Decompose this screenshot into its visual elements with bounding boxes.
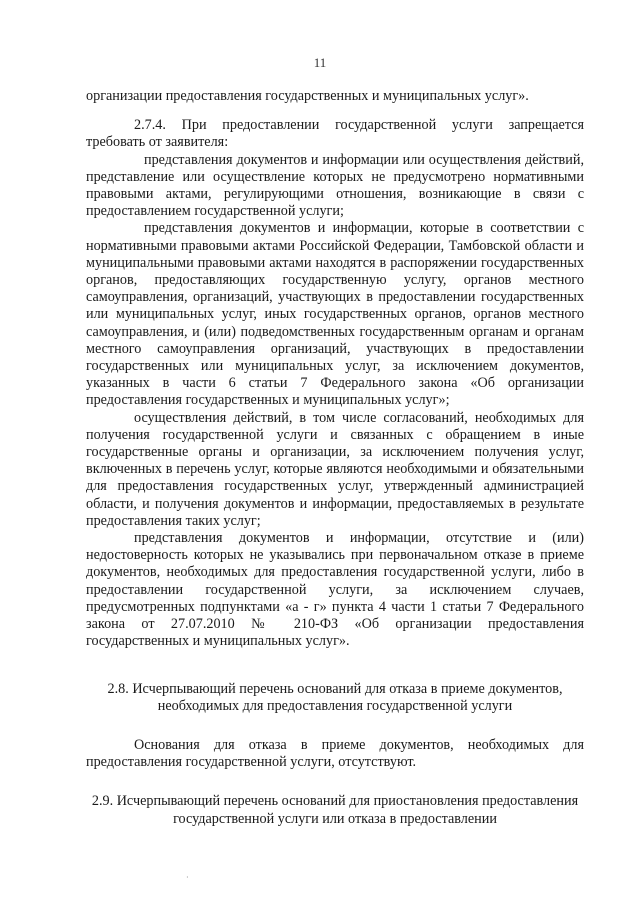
paragraph-item-approvals: осуществления действий, в том числе согласований, необходимых для получения государственной услуги и связанных с обращением в иные государственные органы и организации, за исключением получения услуг, включенных в перечень услуг, которые являются необходимыми и обязательными для предоставления государственных услуг, утвержденный администрацией области, и получения документов и информации, предоставляемых в результате предоставления таких услуг;: [86, 409, 584, 529]
paragraph-refusal-grounds: Основания для отказа в приеме документов, необходимых для предоставления государственной услуги, отсутствуют.: [86, 736, 584, 771]
paragraph-item-actions: представления документов и информации или осуществления действий, представление или осуществление которых не предусмотрено нормативными правовыми актами, регулирующими отношения, возникающие в связи с предоставлением государственной услуги;: [86, 151, 584, 220]
document-body: [86, 88, 584, 828]
section-heading-2-9: 2.9. Исчерпывающий перечень оснований для приостановления предоставления государственной услуги или отказа в предоставлении: [91, 793, 579, 827]
section-heading-2-8: 2.8. Исчерпывающий перечень оснований для отказа в приеме документов, необходимых для предоставления государственной услуги: [107, 680, 563, 714]
paragraph-continuation: организации предоставления государственных и муниципальных услуг».: [86, 88, 529, 104]
page-number: 11: [313, 55, 327, 70]
paragraph-item-documents: представления документов и информации, которые в соответствии с нормативными правовыми актами Российской Федерации, Тамбовской области и муниципальными правовыми актами находятся в распоряжении государственных органов, предоставляющих государственную услугу, органов местного самоуправления, организаций, участвующих в предоставлении государственных или муниципальных услуг, иных государственных органов, органов местного самоуправления, и (или) подведомственных государственным органам и органам местного самоуправления организаций, участвующих в предоставлении государственных или муниципальных услуг, за исключением документов, указанных в части 6 статьи 7 Федерального закона «Об организации предоставления государственных и муниципальных услуг»;: [86, 220, 584, 409]
paragraph-2-7-4: 2.7.4. При предоставлении государственной услуги запрещается требовать от заявителя:: [86, 117, 584, 151]
paragraph-item-unreliable-info: представления документов и информации, отсутствие и (или) недостоверность которых не указывались при первоначальном отказе в приеме документов, необходимых для предоставления государственной услуги, либо в предоставлении государственной услуги, за исключением случаев, предусмотренных подпунктами «а - г» пункта 4 части 1 статьи 7 Федерального закона от 27.07.2010 № 210-ФЗ «Об организации предоставления государственных и муниципальных услуг».: [86, 530, 584, 650]
scan-dot-mark: ·: [186, 873, 189, 882]
